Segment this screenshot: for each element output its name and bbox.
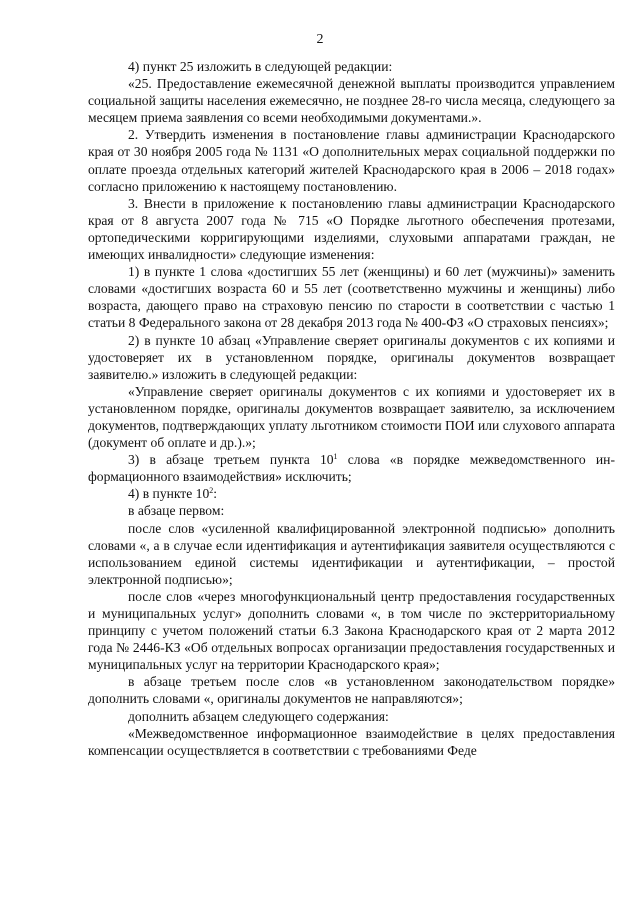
page-number: 2 (316, 32, 324, 47)
paragraph-first-abzac: в абзаце первом: (128, 503, 225, 519)
paragraph-section-3: 3. Внести в приложение к постановлению главы администрации Краснодарского края от 8 августа 2007 года № 715 «О Порядке льготного обеспечения протезами, ортопедическими корригирующими изделиями, слуховыми аппаратами граждан, не имеющих инвалидности» следующие изменения: (88, 195, 615, 263)
paragraph-item-4: 4) пункт 25 изложить в следующей редакции: (128, 59, 393, 74)
paragraph-signature-change: после слов «усиленной квалифицированной электронной подписью» дополнить словами «, а в случае если идентификация и аутентификация заявителя осуществляются с использованием единой системы идентификации и аутентификации, – простой электронной подписью»; (88, 520, 615, 587)
paragraph-sub-4-after: : (213, 486, 218, 502)
paragraph-interagency-text: «Межведомственное информационное взаимодействие в целях предоставления компенсации осуществляется в соответствии с требованиями Феде (88, 725, 615, 758)
paragraph-mfc-change: после слов «через многофункциональный центр предоставления государственных и муниципальных услуг» дополнить словами «, в том числе по экстерриториальному принципу с учетом положений статьи 6.3 Закона Краснодарского края от 2 марта 2012 года № 2446-КЗ «Об отдельных вопросах организации предоставления государственных и муниципальных услуг на территории Краснодарского края»; (88, 588, 615, 673)
document-body (88, 58, 615, 759)
paragraph-sub-3-before: 3) в абзаце третьем пункта 10 (128, 452, 334, 468)
paragraph-sub-3 (88, 451, 615, 485)
paragraph-sub-2-text: «Управление сверяет оригиналы документов с их копиями и удостоверяет их в установленном порядке, оригиналы документов возвращает заявителю, за исключением документов, подтверждающих уплату льготником стоимости ПОИ или слухового аппарата (документ об оплате и др.).»; (88, 383, 615, 451)
paragraph-sub-3-after: слова «в порядке межведомственного информационного взаимодействия» исключить; (88, 452, 615, 485)
paragraph-sub-1: 1) в пункте 1 слова «достигших 55 лет (женщины) и 60 лет (мужчины)» заменить словами «достигших возраста 60 и 55 лет (соответственно мужчины и женщины) либо возраста, дающего право на страховую пенсию по старости в соответствии с частью 1 статьи 8 Федерального закона от 28 декабря 2013 года № 400-ФЗ «О страховых пенсиях»; (88, 264, 615, 331)
paragraph-third-abzac: в абзаце третьем после слов «в установленном законодательством порядке» дополнить словами «, оригиналы документов не направляются»; (88, 674, 615, 707)
paragraph-add-abzac: дополнить абзацем следующего содержания: (128, 708, 389, 724)
paragraph-section-2: 2. Утвердить изменения в постановление главы администрации Краснодарского края от 30 ноября 2005 года № 1131 «О дополнительных мерах социальной поддержки по оплате проезда отдельных категорий жителей Краснодарского края в 2006 – 2018 годах» согласно приложению к настоящему постановлению. (88, 127, 615, 194)
paragraph-sub-2: 2) в пункте 10 абзац «Управление сверяет оригиналы документов с их копиями и удостоверяет их в установленном порядке, оригиналы документов возвращает заявителю.» изложить в следующей редакции: (88, 332, 615, 382)
superscript-1: 1 (333, 452, 338, 462)
paragraph-sub-4-before: 4) в пункте 10 (128, 486, 210, 502)
paragraph-point-25-text: «25. Предоставление ежемесячной денежной выплаты производится управлением социальной защиты населения ежемесячно, не позднее 28-го числа месяца, следующего за месяцем приема заявления со всеми необходимыми документами.». (88, 76, 615, 126)
superscript-2: 2 (209, 486, 214, 496)
paragraph-sub-4 (88, 485, 615, 502)
